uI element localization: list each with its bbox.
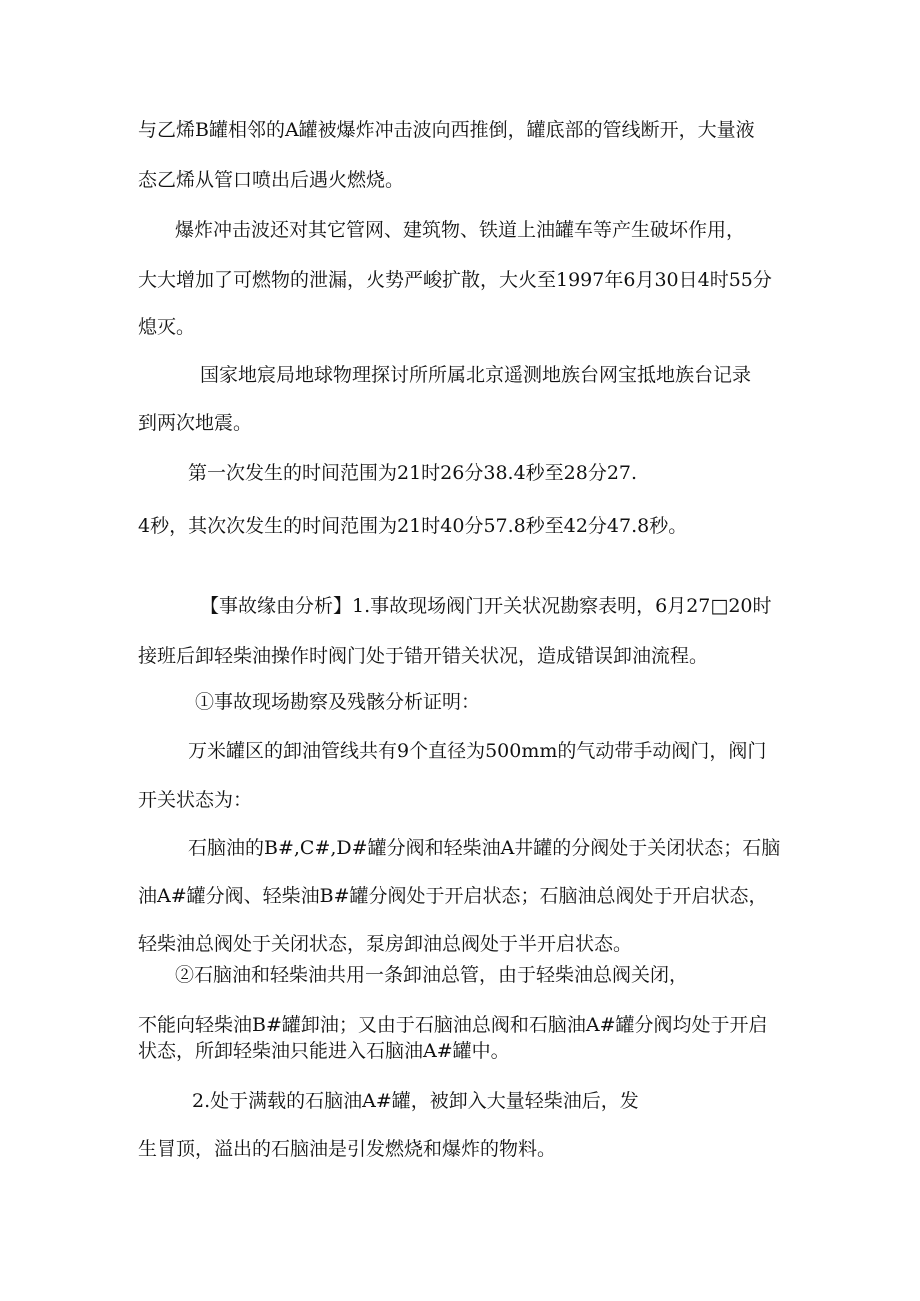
- text-line: 接班后卸轻柴油操作时阀门处于错开错关状况，造成错误卸油流程。: [138, 645, 709, 667]
- text-line: 态乙烯从管口喷出后遇火燃烧。: [138, 169, 405, 191]
- text-line: 2.处于满载的石脑油A#罐，被卸入大量轻柴油后，发: [192, 1090, 639, 1112]
- text-line: 到两次地震。: [138, 412, 253, 434]
- text-line: 开关状态为：: [138, 789, 253, 811]
- text-line: 万米罐区的卸油管线共有9个直径为500mm的气动带手动阀门，阀门: [188, 740, 767, 762]
- text-line: 国家地宸局地球物理探讨所所属北京遥测地族台网宝抵地族台记录: [200, 364, 752, 386]
- text-line: 石脑油的B#,C#,D#罐分阀和轻柴油A井罐的分阀处于关闭状态；石脑: [188, 837, 781, 859]
- text-line: 油A#罐分阀、轻柴油B#罐分阀处于开启状态；石脑油总阀处于开启状态，: [138, 885, 768, 907]
- text-line: 轻柴油总阀处于关闭状态，泵房卸油总阀处于半开启状态。: [138, 933, 633, 955]
- text-line: 生冒顶，溢出的石脑油是引发燃烧和爆炸的物料。: [138, 1138, 557, 1160]
- text-line: 与乙烯B罐相邻的A罐被爆炸冲击波向西推倒，罐底部的管线断开，大量液: [138, 119, 755, 141]
- text-line: ②石脑油和轻柴油共用一条卸油总管，由于轻柴油总阀关闭，: [175, 964, 689, 986]
- text-line: 【事故缘由分析】1.事故现场阀门开关状况勘察表明，6月27□20时: [200, 595, 772, 617]
- text-line: 第一次发生的时间范围为21时26分38.4秒至28分27.: [188, 462, 638, 484]
- text-line: 熄灭。: [138, 316, 196, 338]
- text-line: ①事故现场勘察及残骸分析证明：: [195, 691, 481, 713]
- text-line: 4秒，其次次发生的时间范围为21时40分57.8秒至42分47.8秒。: [138, 515, 688, 537]
- text-line: 爆炸冲击波还对其它管网、建筑物、铁道上油罐车等产生破坏作用，: [175, 219, 746, 241]
- text-line: 状态，所卸轻柴油只能进入石脑油A#罐中。: [138, 1040, 510, 1062]
- text-line: 不能向轻柴油B#罐卸油；又由于石脑油总阀和石脑油A#罐分阀均处于开启: [138, 1014, 768, 1036]
- text-line: 大大增加了可燃物的泄漏，火势严峻扩散，大火至1997年6月30日4时55分: [138, 269, 772, 291]
